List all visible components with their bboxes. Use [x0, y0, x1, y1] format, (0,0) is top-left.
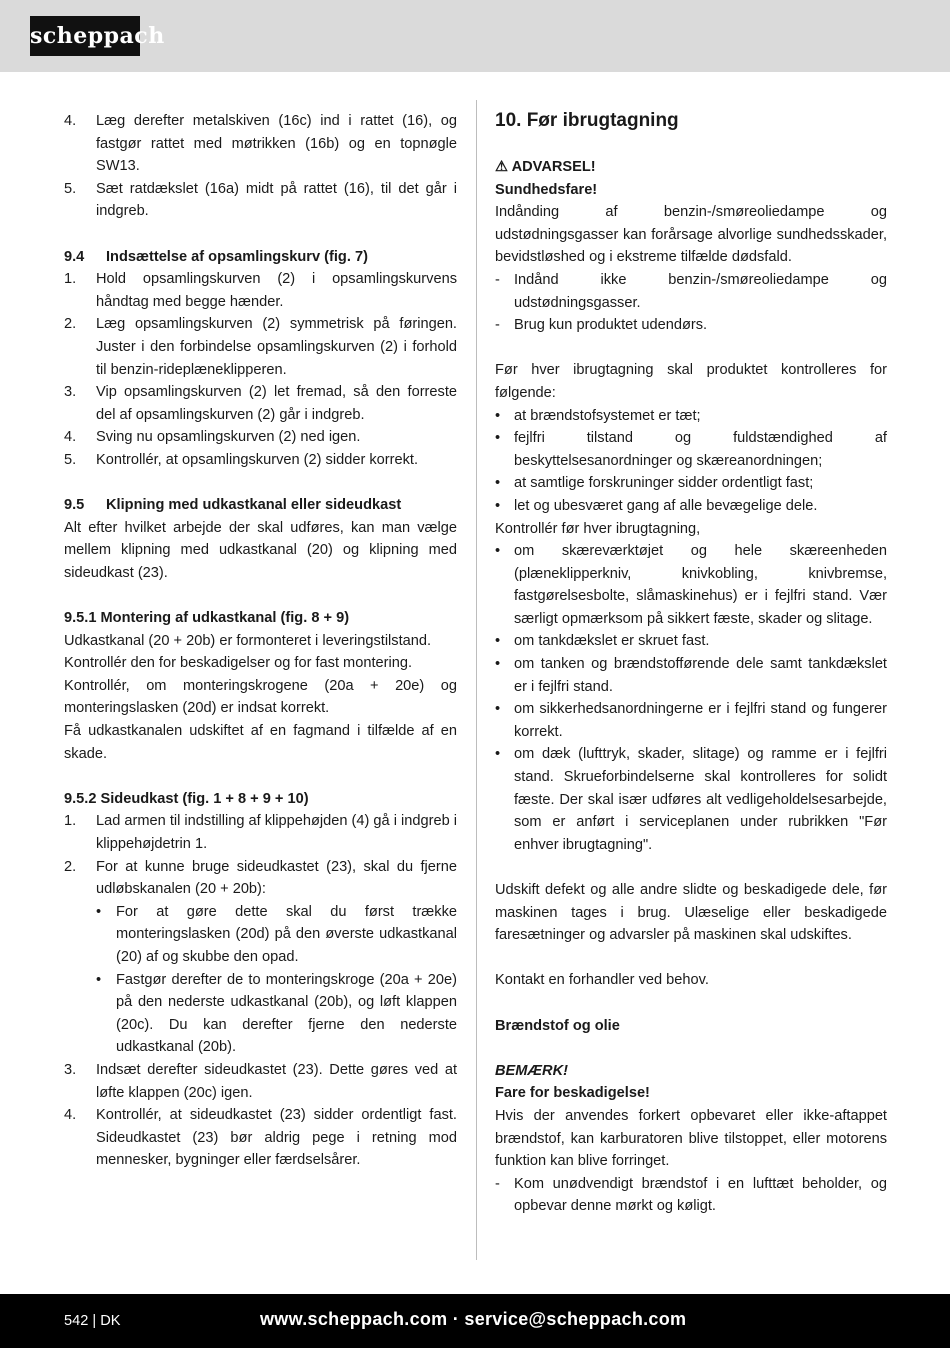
page-number: 542 | DK	[64, 1313, 121, 1329]
section-title: Indsættelse af opsamlingskurv (fig. 7)	[106, 248, 368, 265]
bullet-icon: •	[495, 633, 501, 650]
column-divider	[476, 100, 477, 1260]
step-number: 5.	[64, 180, 77, 197]
bullet-item	[495, 472, 887, 495]
step-number: 4.	[64, 113, 77, 129]
section-9-5-1-heading: 9.5.1 Montering af udkastkanal (fig. 8 + 9)	[64, 610, 350, 627]
item-number: 4.	[64, 429, 77, 446]
left-column	[64, 110, 457, 1172]
paragraph: Kontrollér den for beskadigelser og for fast montering.	[64, 655, 413, 672]
bullet-icon: •	[96, 903, 102, 920]
item-text: Hold opsamlingskurven (2) i opsamlingskurvens håndtag med begge hænder.	[96, 271, 457, 310]
list-item	[64, 449, 457, 472]
section-9-5-text: Alt efter hvilket arbejde der skal udføres, kan man vælge mellem klipning med udkastkanal (20) og klipning med sideudkast (23).	[64, 519, 457, 581]
item-text: Lad armen til indstilling af klippehøjden (4) gå i indgreb i klippehøjdetrin 1.	[96, 813, 457, 852]
check-intro: Før hver ibrugtagning skal produktet kontrolleres for følgende:	[495, 362, 887, 401]
list-item	[64, 1059, 457, 1104]
dash-marker: -	[495, 1175, 500, 1192]
warning-label: ⚠ ADVARSEL!	[495, 159, 596, 175]
dash-marker: -	[495, 271, 500, 288]
bullet-icon: •	[495, 701, 501, 718]
list-item	[64, 381, 457, 426]
item-number: 3.	[64, 384, 77, 401]
bullet-icon: •	[495, 407, 501, 424]
bullet-icon: •	[495, 543, 501, 560]
paragraph: Udkastkanal (20 + 20b) er formonteret i leveringstilstand.	[64, 632, 432, 649]
step-text: Læg derefter metalskiven (16c) ind i rattet (16), og fastgør rattet med møtrikken (16b) og en topnøgle SW13.	[96, 113, 457, 175]
dash-text: Kom unødvendigt brændstof i en lufttæt beholder, og opbevar denne mørkt og køligt.	[514, 1175, 887, 1215]
dash-item	[495, 269, 887, 314]
item-text: Kontrollér, at opsamlingskurven (2) sidder korrekt.	[96, 451, 419, 468]
list-item	[64, 268, 457, 313]
bullet-text: om tanken og brændstofførende dele samt tankdækslet er i fejlfri stand.	[514, 656, 887, 695]
section-number: 9.5	[64, 497, 85, 514]
bullet-icon: •	[495, 746, 501, 763]
list-item	[64, 426, 457, 449]
bullet-item	[495, 540, 887, 630]
sub-bullet	[96, 969, 457, 1059]
paragraph: Kontrollér, om monteringskrogene (20a + 20e) og monteringslasken (20d) er indsat korrekt.	[64, 677, 457, 717]
dash-item	[495, 314, 887, 337]
bullet-item	[495, 495, 887, 518]
note-subtitle: Fare for beskadigelse!	[495, 1085, 650, 1102]
bullet-text: For at gøre dette skal du først trække monteringslasken (20d) på den øverste udkastkanal (20) af og skubbe den opad.	[116, 903, 457, 965]
item-text: Indsæt derefter sideudkastet (23). Dette gøres ved at løfte klappen (20c) igen.	[96, 1061, 457, 1101]
item-text: Kontrollér, at sideudkastet (23) sidder ordentligt fast. Sideudkastet (23) bør aldrig pege i retning mod mennesker, bygninger eller færdselsårer.	[96, 1107, 457, 1169]
list-item	[64, 313, 457, 381]
page-header	[0, 0, 950, 72]
list-item	[64, 810, 457, 855]
bullet-text: om tankdækslet er skruet fast.	[514, 633, 710, 650]
paragraph: Få udkastkanalen udskiftet af en fagmand i tilfælde af en skade.	[64, 723, 457, 762]
control-intro: Kontrollér før hver ibrugtagning,	[495, 520, 701, 537]
item-text: Sving nu opsamlingskurven (2) ned igen.	[96, 429, 361, 446]
bullet-text: at brændstofsystemet er tæt;	[514, 407, 701, 424]
item-text: For at kunne bruge sideudkastet (23), skal du fjerne udløbskanalen (20 + 20b):	[96, 858, 457, 898]
fuel-heading: Brændstof og olie	[495, 1017, 620, 1034]
scheppach-logo: scheppach	[30, 16, 140, 56]
bullet-icon: •	[495, 475, 501, 492]
bullet-icon: •	[96, 971, 102, 988]
bullet-text: fejlfri tilstand og fuldstændighed af beskyttelsesanordninger og skæreanordningen;	[514, 430, 887, 469]
section-number: 9.4	[64, 248, 85, 265]
bullet-text: om skæreværktøjet og hele skæreenheden (plæneklipperkniv, knivkobling, knivbremse, fastgørelsesbolte, slåmaskinehus) er i fejlfri stand. Vær særligt opmærksom på sikkert fæste, skader og slitage.	[514, 543, 887, 627]
list-item	[64, 1104, 457, 1172]
dash-text: Brug kun produktet udendørs.	[514, 317, 708, 334]
bullet-item	[495, 630, 887, 653]
item-number: 2.	[64, 858, 77, 875]
bullet-item	[495, 743, 887, 856]
step-text: Sæt ratdækslet (16a) midt på rattet (16), til det går i indgreb.	[96, 180, 457, 220]
footer-links[interactable]: www.scheppach.com · service@scheppach.com	[260, 1309, 687, 1329]
contact-text: Kontakt en forhandler ved behov.	[495, 972, 709, 989]
section-9-5-heading	[64, 494, 457, 517]
bullet-icon: •	[495, 430, 501, 447]
note-text: Hvis der anvendes forkert opbevaret eller ikke-aftappet brændstof, kan karburatoren blive tilstoppet, eller motorens funktion kan blive forringet.	[495, 1107, 887, 1170]
item-text: Vip opsamlingskurven (2) let fremad, så den forreste del af opsamlingskurven (2) går i indgreb.	[96, 384, 457, 423]
item-number: 1.	[64, 271, 77, 288]
bullet-text: at samtlige forskruninger sidder ordentligt fast;	[514, 475, 814, 492]
item-number: 3.	[64, 1061, 77, 1078]
note-label: BEMÆRK!	[495, 1062, 568, 1079]
item-number: 1.	[64, 813, 77, 830]
bullet-icon: •	[495, 497, 501, 514]
dash-marker: -	[495, 317, 500, 334]
bullet-text: om sikkerhedsanordningerne er i fejlfri stand og fungerer korrekt.	[514, 701, 887, 740]
sub-bullet	[96, 901, 457, 969]
step-5	[64, 178, 457, 223]
item-number: 2.	[64, 316, 77, 333]
item-number: 4.	[64, 1107, 77, 1124]
bullet-item	[495, 653, 887, 698]
bullet-text: om dæk (lufttryk, skader, slitage) og ramme er i fejlfri stand. Skrueforbindelserne skal kontrolleres for solidt fæste. Der skal især udføres alt vedligeholdelsesarbejde, som er anført i serviceplanen under rubrikken "Før enhver ibrugtagning".	[514, 746, 887, 853]
step-4	[64, 110, 457, 178]
bullet-text: let og ubesværet gang af alle bevægelige dele.	[514, 497, 818, 514]
bullet-icon: •	[495, 656, 501, 673]
section-10-heading: 10. Før ibrugtagning	[495, 110, 679, 131]
dash-text: Indånd ikke benzin-/smøreoliedampe og udstødningsgasser.	[514, 271, 887, 311]
page-footer	[0, 1294, 950, 1348]
warning-subtitle: Sundhedsfare!	[495, 181, 598, 198]
section-title: Klipning med udkastkanal eller sideudkast	[106, 497, 402, 514]
bullet-item	[495, 405, 887, 428]
list-item	[64, 856, 457, 901]
dash-item	[495, 1173, 887, 1218]
warning-text: Indånding af benzin-/smøreoliedampe og udstødningsgasser kan forårsage alvorlige sundhedsskader, bevidstløshed og i ekstreme tilfælde dødsfald.	[495, 204, 887, 266]
right-column	[495, 108, 887, 1218]
bullet-text: Fastgør derefter de to monteringskroge (20a + 20e) på den nederste udkastkanal (20b), og løft klappen (20c). Du kan derefter fjerne den nederste udkastkanal (20b).	[116, 971, 457, 1056]
section-9-4-heading	[64, 246, 457, 269]
item-number: 5.	[64, 451, 77, 468]
bullet-item	[495, 427, 887, 472]
item-text: Læg opsamlingskurven (2) symmetrisk på føringen. Juster i den forbindelse opsamlingskurven (2) i forhold til benzin-rideplæneklipperen.	[96, 316, 457, 378]
replace-text: Udskift defekt og alle andre slidte og beskadigede dele, før maskinen tages i brug. Ulæselige eller beskadigede faresætninger og advarsler på maskinen skal udskiftes.	[495, 882, 887, 944]
section-9-5-2-heading: 9.5.2 Sideudkast (fig. 1 + 8 + 9 + 10)	[64, 790, 309, 807]
bullet-item	[495, 698, 887, 743]
